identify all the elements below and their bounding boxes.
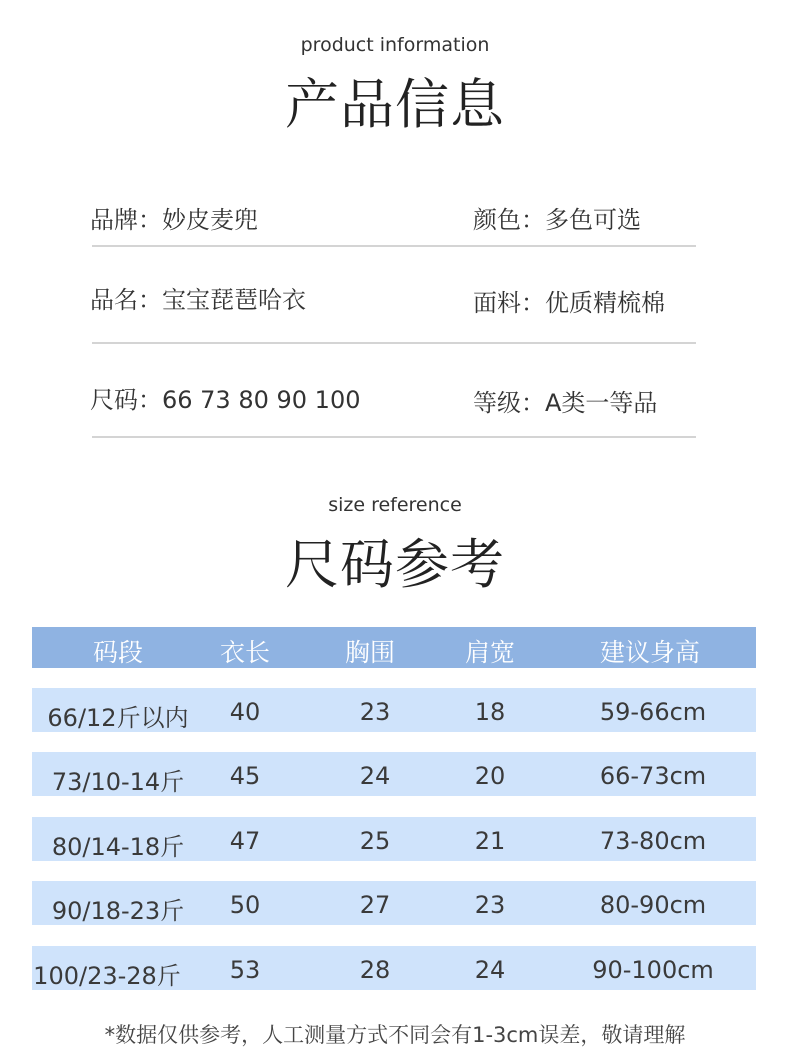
size-ref-title: 尺码参考 [285,533,505,596]
info-divider [92,342,696,344]
info-divider [92,245,696,247]
cell-height: 80-90cm [599,891,707,919]
cell-length: 47 [229,827,261,855]
cell-length: 53 [229,956,261,984]
cell-chest: 24 [359,762,391,790]
cell-size-range: 80/14-18斤 [51,833,185,861]
cell-shoulder: 20 [474,762,506,790]
color-text: 颜色：多色可选 [473,206,641,234]
cell-height: 66-73cm [599,762,707,790]
cell-length: 45 [229,762,261,790]
header-length: 衣长 [219,638,270,667]
info-divider [92,436,696,438]
measurement-note: *数据仅供参考，人工测量方式不同会有1-3cm误差，敬请理解 [104,1023,686,1047]
product-info-title: 产品信息 [285,73,505,136]
cell-chest: 28 [359,956,391,984]
cell-height: 90-100cm [592,956,714,984]
cell-height: 73-80cm [599,827,707,855]
cell-shoulder: 24 [474,956,506,984]
product-name-text: 品名：宝宝琵琶哈衣 [90,286,306,314]
header-chest: 胸围 [344,638,395,667]
cell-chest: 23 [359,698,391,726]
header-shoulder: 肩宽 [464,638,515,667]
cell-height: 59-66cm [599,698,707,726]
cell-chest: 27 [359,891,391,919]
cell-shoulder: 23 [474,891,506,919]
cell-size-range: 100/23-28斤 [33,962,181,990]
cell-length: 50 [229,891,261,919]
size-ref-subtitle: size reference [328,494,462,516]
cell-size-range: 66/12斤以内 [47,704,189,732]
cell-size-range: 90/18-23斤 [51,897,185,925]
grade-text: 等级：A类一等品 [473,389,658,417]
product-info-subtitle: product information [300,34,490,56]
fabric-text: 面料：优质精梳棉 [473,289,665,317]
cell-length: 40 [229,698,261,726]
size-list-text: 尺码：66 73 80 90 100 [90,386,361,414]
header-size-range: 码段 [92,638,143,667]
cell-shoulder: 21 [474,827,506,855]
cell-shoulder: 18 [474,698,506,726]
cell-size-range: 73/10-14斤 [51,768,185,796]
cell-chest: 25 [359,827,391,855]
brand-text: 品牌：妙皮麦兜 [90,206,258,234]
header-height: 建议身高 [599,638,700,667]
